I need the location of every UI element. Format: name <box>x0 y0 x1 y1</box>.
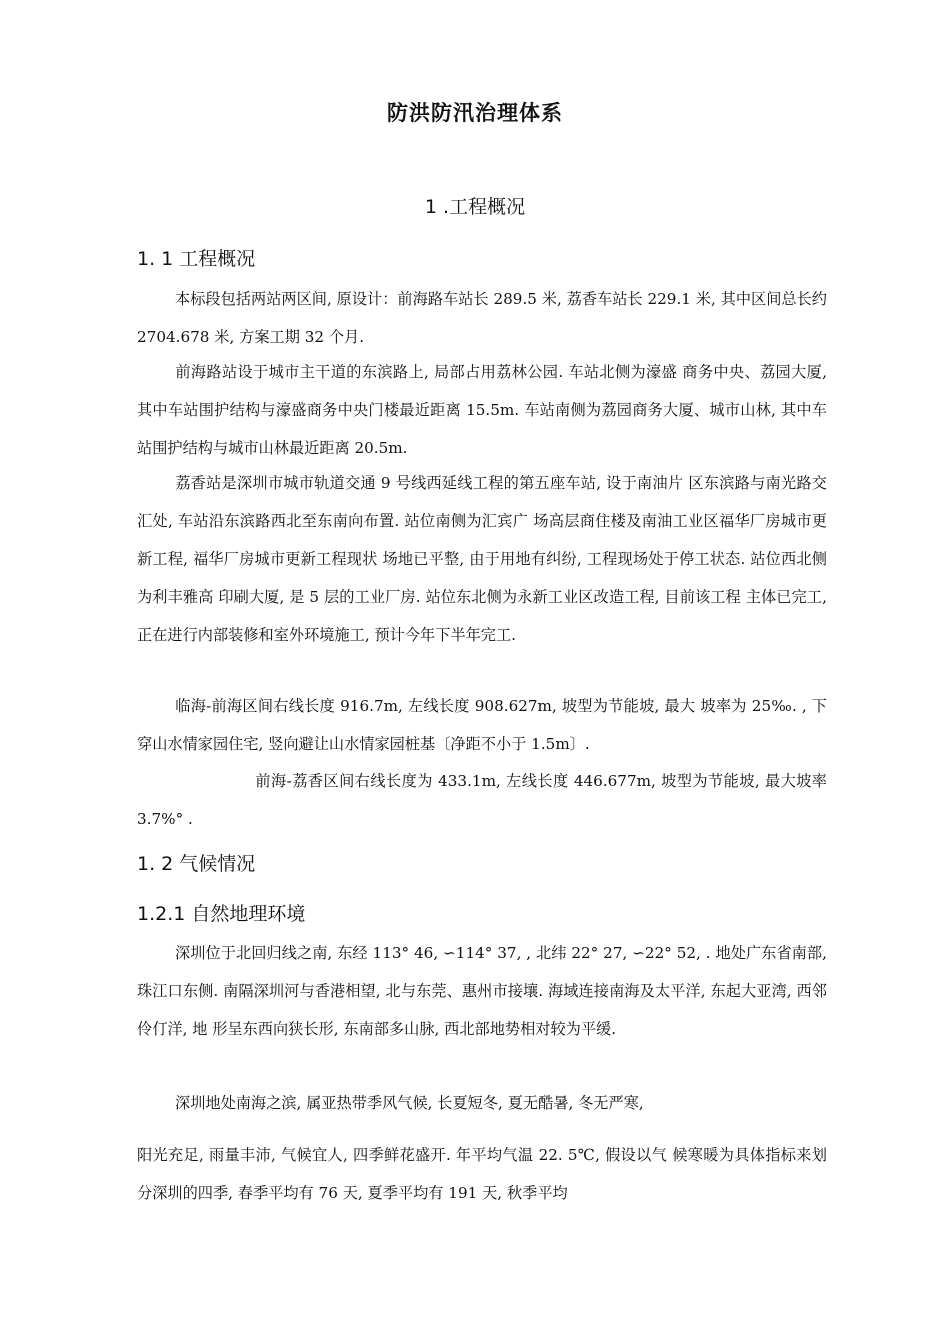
paragraph-3 <box>137 464 827 654</box>
paragraph-3-text: 荔香站是深圳市城市轨道交通 9 号线西延线工程的第五座车站, 设于南油片 区东滨路与南光路交汇处, 车站沿东滨路西北至东南向布置. 站位南侧为汇宾广 场高层商住楼及南油工业区福华厂房城市更新工程, 福华厂房城市更新工程现状 场地已平整, 由于用地有纠纷, 工程现场处于停工状态. 站位西北侧为利丰雅高 印刷大厦, 是 5 层的工业厂房. 站位东北侧为永新工业区改造工程, 目前该工程 主体已完工, 正在进行内部装修和室外环境施工, 预计今年下半年完工. <box>137 474 827 644</box>
paragraph-4 <box>137 687 827 763</box>
paragraph-7-text: 深圳地处南海之滨, 属亚热带季风气候, 长夏短冬, 夏无酷暑, 冬无严寒, <box>175 1094 644 1112</box>
section-heading-1-1: 1. 1 工程概况 <box>137 248 256 270</box>
section-heading-1-2: 1. 2 气候情况 <box>137 853 256 875</box>
section-heading-1: 1 .工程概况 <box>424 196 526 218</box>
paragraph-6-text: 深圳位于北回归线之南, 东经 113° 46, ∽114° 37, , 北纬 22° 27, ∽22° 52, . 地处广东省南部, 珠江口东侧. 南隔深圳河与香港相望, 北与东莞、惠州市接壤. 海域连接南海及太平洋, 东起大亚湾, 西邻伶仃洋, 地 形呈东西向狭长形, 东南部多山脉, 西北部地势相对较为平缓. <box>137 944 827 1038</box>
section-heading-1-2-1: 1.2.1 自然地理环境 <box>137 903 306 925</box>
paragraph-6 <box>137 934 827 1048</box>
paragraph-1-text: 本标段包括两站两区间, 原设计：前海路车站长 289.5 米, 荔香车站长 229.1 米, 其中区间总长约 2704.678 米, 方案工期 32 个月. <box>137 290 827 346</box>
paragraph-5 <box>137 762 827 838</box>
paragraph-8 <box>137 1136 827 1212</box>
paragraph-8-text: 阳光充足, 雨量丰沛, 气候宜人, 四季鲜花盛开. 年平均气温 22. 5℃, 假设以气 候寒暖为具体指标来划分深圳的四季, 春季平均有 76 天, 夏季平均有 191 天, 秋季平均 <box>137 1146 827 1202</box>
paragraph-4-text: 临海-前海区间右线长度 916.7m, 左线长度 908.627m, 坡型为节能坡, 最大 坡率为 25‰. , 下穿山水情家园住宅, 竖向避让山水情家园桩基〔净距不小于 1.5m〕. <box>137 697 827 753</box>
paragraph-2 <box>137 353 827 467</box>
paragraph-2-text: 前海路站设于城市主干道的东滨路上, 局部占用荔林公园. 车站北侧为濠盛 商务中央、荔园大厦, 其中车站围护结构与濠盛商务中央门楼最近距离 15.5m. 车站南侧为荔园商务大厦、城市山林, 其中车站围护结构与城市山林最近距离 20.5m. <box>137 363 827 457</box>
paragraph-7 <box>137 1084 827 1122</box>
document-title: 防洪防汛治理体系 <box>387 101 563 125</box>
paragraph-1 <box>137 280 827 356</box>
paragraph-5-text: 前海-荔香区间右线长度为 433.1m, 左线长度 446.677m, 坡型为节能坡, 最大坡率 3.7%° . <box>137 772 827 828</box>
